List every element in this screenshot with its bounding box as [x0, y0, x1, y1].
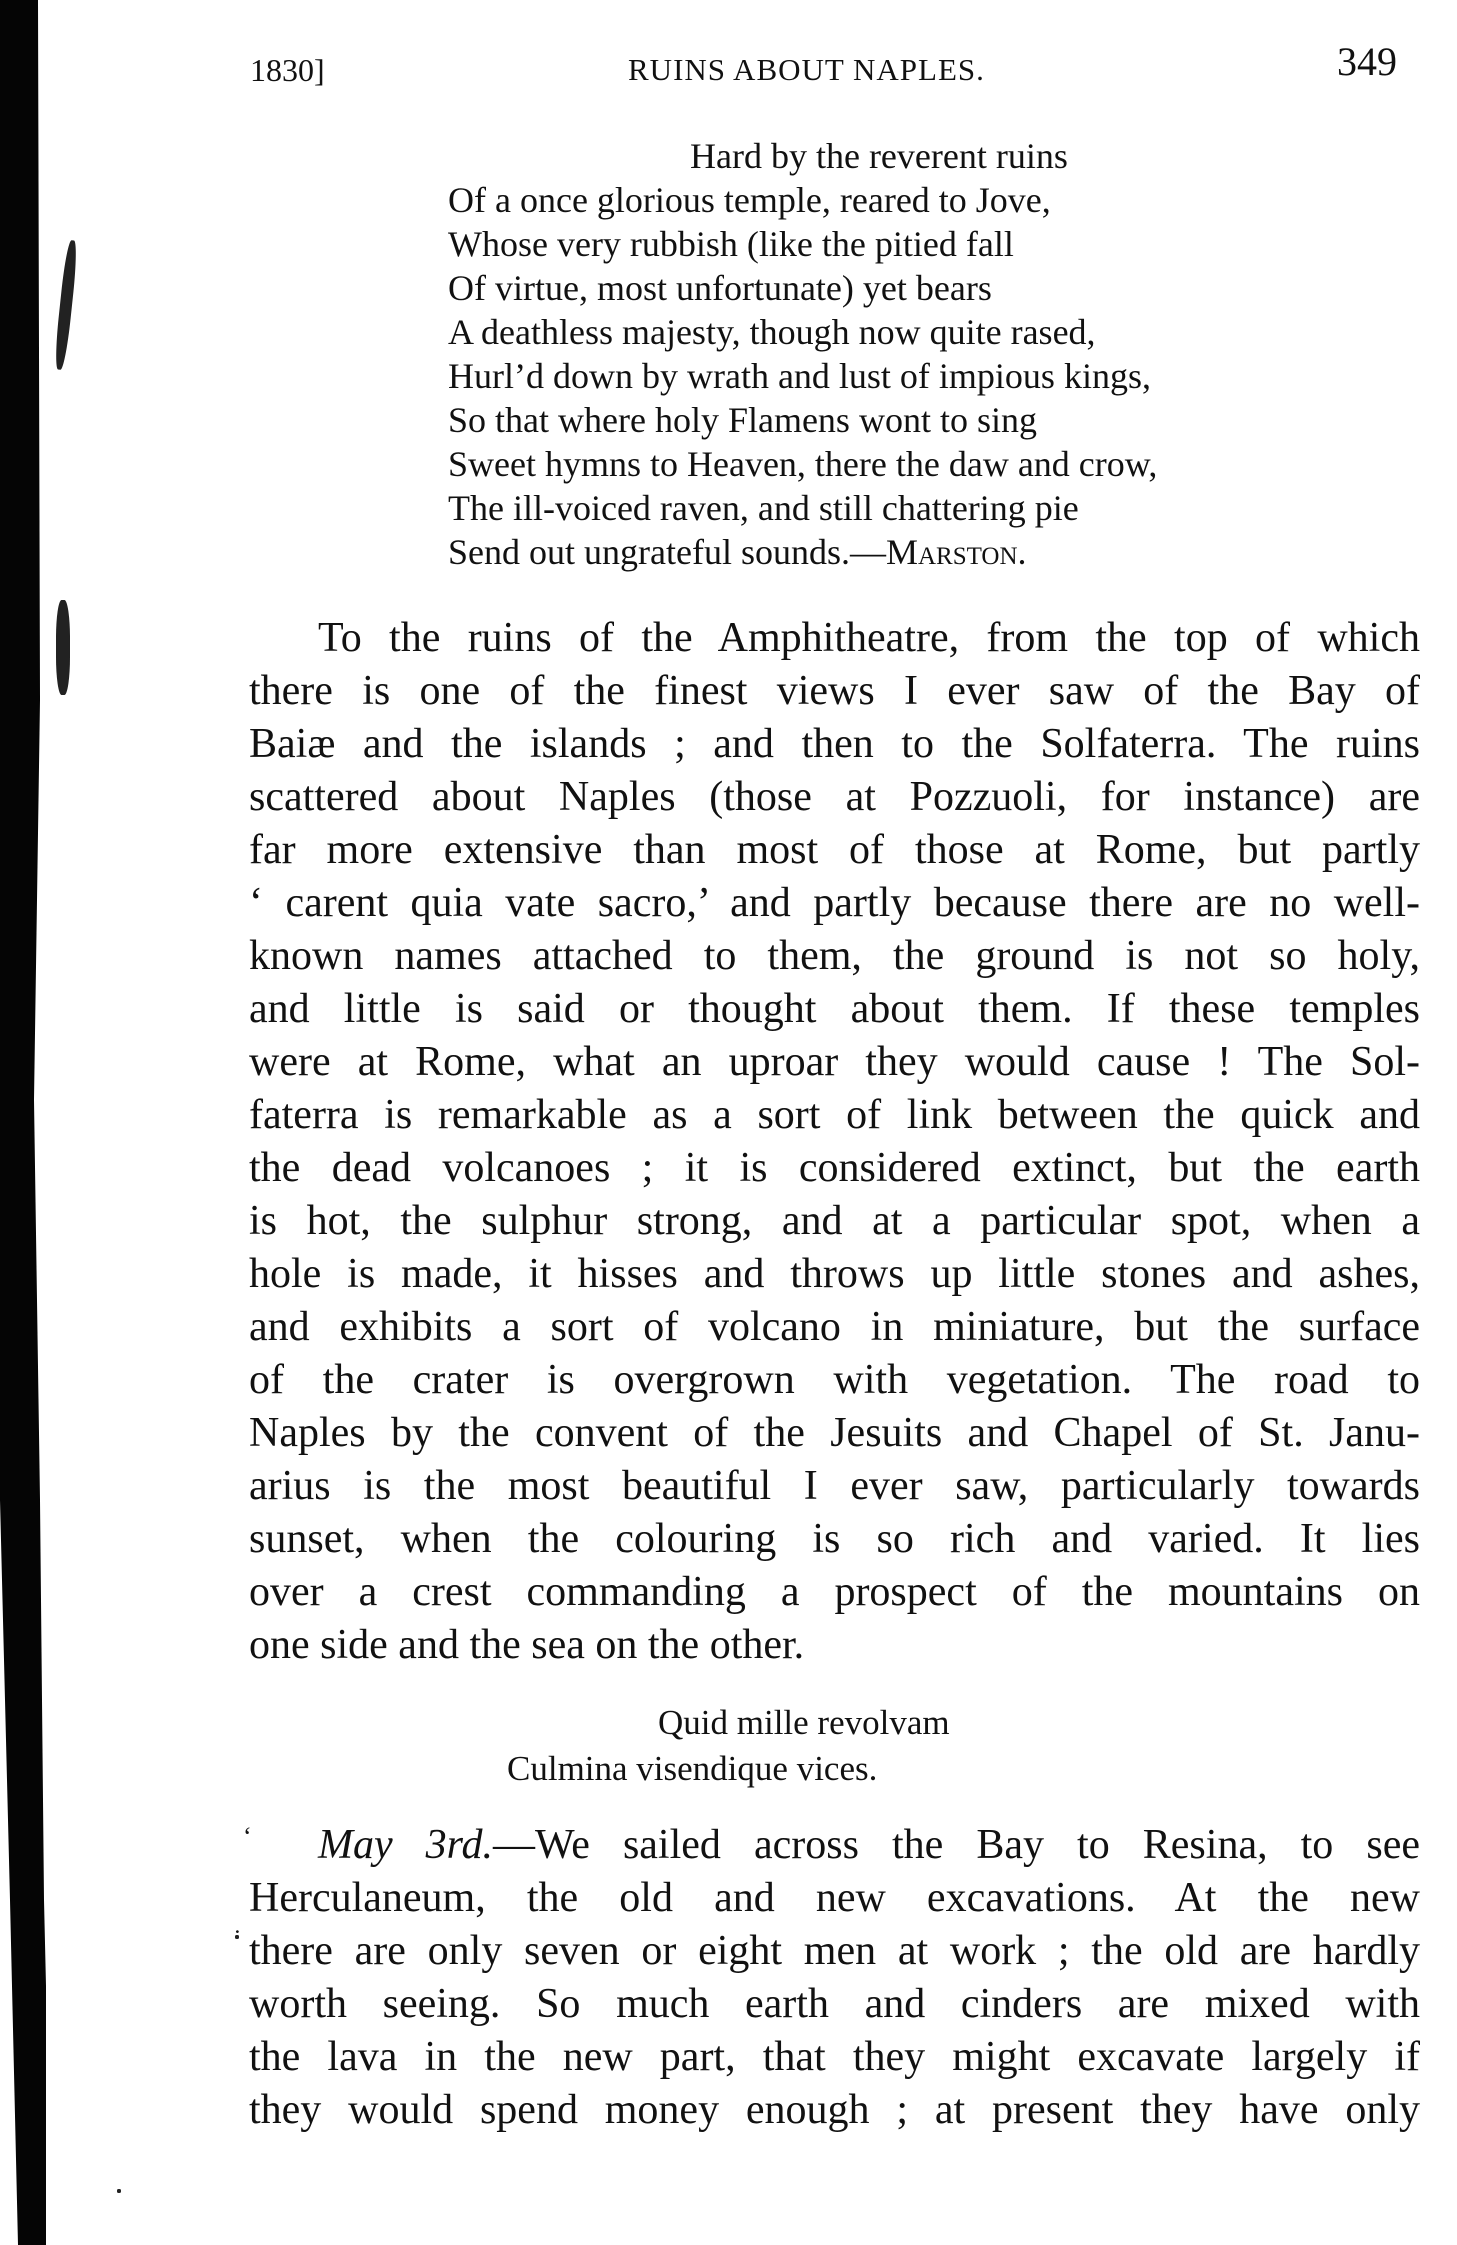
margin-mark: ‘	[243, 1822, 252, 1851]
body-line: known names attached to them, the ground is not so holy,	[249, 933, 1420, 979]
body-line: scattered about Naples (those at Pozzuoli, for instance) are	[249, 774, 1420, 820]
scan-speck	[56, 600, 70, 695]
body-line: worth seeing. So much earth and cinders are mixed with	[249, 1981, 1420, 2027]
poem-line: So that where holy Flamens wont to sing	[448, 400, 1037, 440]
poem-line: Sweet hymns to Heaven, there the daw and crow,	[448, 444, 1158, 484]
poem-line: Of virtue, most unfortunate) yet bears	[448, 268, 992, 308]
poem-line-text: Send out ungrateful sounds.—	[448, 532, 886, 572]
body-line: the lava in the new part, that they might excavate largely if	[249, 2034, 1420, 2080]
poem-attribution: Marston.	[885, 532, 1027, 572]
body-line: were at Rome, what an uproar they would cause ! The Sol-	[249, 1039, 1420, 1085]
body-line: the dead volcanoes ; it is considered extinct, but the earth	[249, 1145, 1420, 1191]
body-line-dated	[318, 1819, 1420, 1872]
poem-line: The ill-voiced raven, and still chattering pie	[448, 488, 1079, 528]
body-line: hole is made, it hisses and throws up little stones and ashes,	[249, 1251, 1420, 1297]
scan-speck	[53, 240, 79, 371]
scan-speck	[117, 2189, 121, 2193]
body-line: ‘ carent quia vate sacro,’ and partly because there are no well-	[249, 880, 1420, 926]
body-line: To the ruins of the Amphitheatre, from the top of which	[318, 615, 1420, 661]
body-line: far more extensive than most of those at Rome, but partly	[249, 827, 1420, 873]
body-line: Baiæ and the islands ; and then to the Solfaterra. The ruins	[249, 721, 1420, 767]
body-line: and exhibits a sort of volcano in miniature, but the surface	[249, 1304, 1420, 1350]
body-line: one side and the sea on the other.	[249, 1622, 805, 1668]
body-line: sunset, when the colouring is so rich and varied. It lies	[249, 1516, 1420, 1562]
body-line: there is one of the finest views I ever saw of the Bay of	[249, 668, 1420, 714]
body-line: and little is said or thought about them. If these temples	[249, 986, 1420, 1032]
entry-text: —We sailed across the Bay to Resina, to see	[492, 1822, 1420, 1868]
running-header-year: 1830]	[250, 52, 325, 88]
page-binding-edge	[0, 0, 46, 2245]
body-line: there are only seven or eight men at work ; the old are hardly	[249, 1928, 1420, 1974]
body-line: over a crest commanding a prospect of the mountains on	[249, 1569, 1420, 1615]
quotation-line: Quid mille revolvam	[658, 1703, 950, 1742]
quotation-line: Culmina visendique vices.	[507, 1749, 878, 1788]
poem-line: Whose very rubbish (like the pitied fall	[448, 224, 1014, 264]
poem-line: Hurl’d down by wrath and lust of impious kings,	[448, 356, 1151, 396]
running-header-title: RUINS ABOUT NAPLES.	[628, 52, 985, 87]
body-line: arius is the most beautiful I ever saw, particularly towards	[249, 1463, 1420, 1509]
body-line: Naples by the convent of the Jesuits and Chapel of St. Janu-	[249, 1410, 1420, 1456]
body-line: they would spend money enough ; at present they have only	[249, 2087, 1420, 2133]
entry-date: May 3rd.	[318, 1822, 493, 1868]
page-number: 349	[1337, 39, 1397, 84]
body-line: of the crater is overgrown with vegetation. The road to	[249, 1357, 1420, 1403]
margin-mark: ˙	[233, 1925, 242, 1954]
body-line: Herculaneum, the old and new excavations. At the new	[249, 1875, 1420, 1921]
body-line: is hot, the sulphur strong, and at a particular spot, when a	[249, 1198, 1420, 1244]
poem-line: Of a once glorious temple, reared to Jove,	[448, 180, 1051, 220]
poem-line-last	[448, 530, 1027, 574]
body-line: faterra is remarkable as a sort of link between the quick and	[249, 1092, 1420, 1138]
poem-line: A deathless majesty, though now quite rased,	[448, 312, 1096, 352]
poem-line: Hard by the reverent ruins	[690, 136, 1068, 176]
